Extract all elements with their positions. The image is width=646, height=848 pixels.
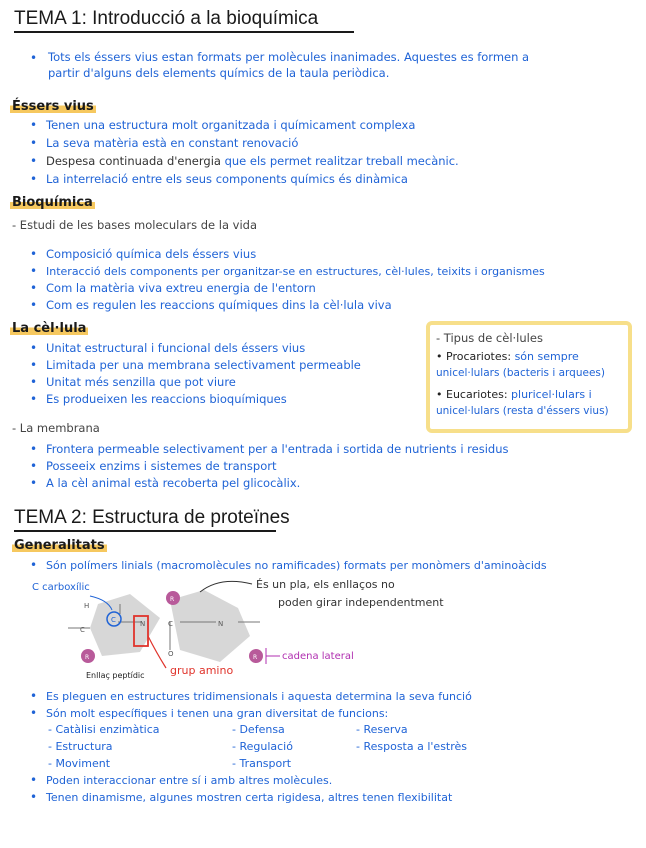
generalitats-item-4: Poden interaccionar entre sí i amb altres molècules.: [46, 774, 333, 787]
bullet-dot: •: [30, 442, 38, 456]
arrow-pla: [200, 581, 252, 592]
bioquimica-item-2: Interacció dels components per organitzar-se en estructures, cèl·lules, teixits i organismes: [46, 265, 545, 278]
eucariotes-line-2: unicel·lulars (resta d'éssers vius): [436, 405, 609, 417]
bullet-dot: •: [30, 51, 38, 65]
eucariotes-line-1: • Eucariotes: pluricel·lulars i: [436, 388, 592, 401]
bullet-dot: •: [30, 558, 38, 572]
label-carboxilic: C carboxílic: [32, 582, 90, 593]
bullet-dot: •: [30, 392, 38, 406]
essers-item-4: La interrelació entre els seus components químics és dinàmica: [46, 172, 408, 186]
bullet-dot: •: [30, 358, 38, 372]
bullet-dot: •: [30, 706, 38, 720]
svg-text:R: R: [253, 654, 258, 661]
bullet-dot: •: [30, 459, 38, 473]
svg-text:N: N: [218, 620, 224, 628]
bioquimica-item-1: Composició química dels éssers vius: [46, 247, 257, 261]
bullet-dot: •: [30, 281, 38, 295]
cellula-item-4: Es produeixen les reaccions bioquímiques: [46, 392, 287, 406]
essers-item-1: Tenen una estructura molt organitzada i químicament complexa: [46, 118, 416, 132]
section-generalitats: Generalitats: [14, 538, 105, 553]
bioquimica-item-4: Com es regulen les reaccions químiques dins la cèl·lula viva: [46, 298, 392, 312]
function-resposta: - Resposta a l'estrès: [356, 740, 468, 753]
procariotes-line-2: unicel·lulars (bacteris i arquees): [436, 367, 605, 379]
bioquimica-definition: - Estudi de les bases moleculars de la vida: [12, 218, 258, 232]
svg-text:C: C: [80, 626, 85, 634]
cellula-item-2: Limitada per una membrana selectivament permeable: [46, 358, 361, 372]
function-catalisi: - Catàlisi enzimàtica: [48, 723, 160, 736]
generalitats-item-1: Són polímers linials (macromolècules no ramificades) formats per monòmers d'aminoàcids: [46, 559, 547, 572]
peptide-plane-left: [90, 594, 160, 656]
function-transport: - Transport: [232, 757, 292, 770]
cellula-item-1: Unitat estructural i funcional dels éssers vius: [46, 341, 306, 355]
bullet-dot: •: [30, 790, 38, 804]
section-la-cellula: La cèl·lula: [12, 321, 87, 336]
svg-text:O: O: [168, 650, 174, 658]
bullet-dot: •: [30, 264, 38, 278]
label-grup-amino: grup amino: [170, 664, 234, 677]
bullet-dot: •: [30, 136, 38, 150]
bullet-dot: •: [30, 773, 38, 787]
svg-text:N: N: [140, 620, 146, 628]
function-estructura: - Estructura: [48, 740, 113, 753]
bullet-dot: •: [30, 689, 38, 703]
svg-text:R: R: [170, 596, 175, 603]
bullet-dot: •: [30, 298, 38, 312]
bullet-dot: •: [30, 118, 38, 132]
peptide-plane-right: [170, 590, 250, 662]
cell-types-box: [426, 321, 632, 433]
essers-item-2: La seva matèria està en constant renovació: [46, 136, 299, 150]
membrana-heading: - La membrana: [12, 421, 100, 435]
bullet-dot: •: [30, 375, 38, 389]
function-defensa: - Defensa: [232, 723, 285, 736]
function-regulacio: - Regulació: [232, 740, 293, 753]
membrana-item-2: Posseeix enzims i sistemes de transport: [46, 459, 277, 473]
svg-text:C: C: [168, 620, 173, 628]
procariotes-line-1: • Procariotes: són sempre: [436, 350, 579, 363]
bullet-dot: •: [30, 476, 38, 490]
bullet-dot: •: [30, 172, 38, 186]
intro-line-1: Tots els éssers vius estan formats per molècules inanimades. Aquestes es formen a: [48, 50, 530, 64]
label-enllas-peptidic: Enllaç peptídic: [86, 671, 145, 680]
membrana-item-3: A la cèl animal està recoberta pel glicocàlix.: [46, 476, 301, 490]
tema1-title: TEMA 1: Introducció a la bioquímica: [14, 8, 354, 33]
function-reserva: - Reserva: [356, 723, 408, 736]
bullet-dot: •: [30, 341, 38, 355]
generalitats-item-5: Tenen dinamisme, algunes mostren certa rigidesa, altres tenen flexibilitat: [46, 791, 453, 804]
cell-types-title: - Tipus de cèl·lules: [436, 331, 543, 345]
svg-text:H: H: [84, 602, 90, 610]
generalitats-item-3: Són molt específiques i tenen una gran diversitat de funcions:: [46, 707, 389, 720]
intro-line-2: partir d'alguns dels elements químics de la taula periòdica.: [48, 66, 390, 80]
section-bioquimica: Bioquímica: [12, 195, 93, 210]
bullet-dot: •: [30, 247, 38, 261]
svg-text:R: R: [85, 654, 90, 661]
bioquimica-item-3: Com la matèria viva extreu energia de l'entorn: [46, 281, 316, 295]
bullet-dot: •: [30, 154, 38, 168]
label-pla-line-1: És un pla, els enllaços no: [256, 578, 395, 591]
essers-item-3: Despesa continuada d'energia que els permet realitzar treball mecànic.: [46, 154, 459, 168]
arrow-grup-amino: [148, 636, 166, 668]
svg-text:C: C: [111, 616, 116, 624]
label-cadena-lateral: cadena lateral: [282, 651, 354, 662]
function-moviment: - Moviment: [48, 757, 111, 770]
label-pla-line-2: poden girar independentment: [278, 596, 444, 609]
cellula-item-3: Unitat més senzilla que pot viure: [46, 375, 236, 389]
peptide-bond-diagram: [20, 570, 444, 690]
section-essers-vius: Éssers vius: [12, 99, 94, 114]
tema2-title: TEMA 2: Estructura de proteïnes: [14, 507, 290, 532]
membrana-item-1: Frontera permeable selectivament per a l'entrada i sortida de nutrients i residus: [46, 442, 509, 456]
generalitats-item-2: Es pleguen en estructures tridimensionals i aquesta determina la seva funció: [46, 690, 472, 703]
